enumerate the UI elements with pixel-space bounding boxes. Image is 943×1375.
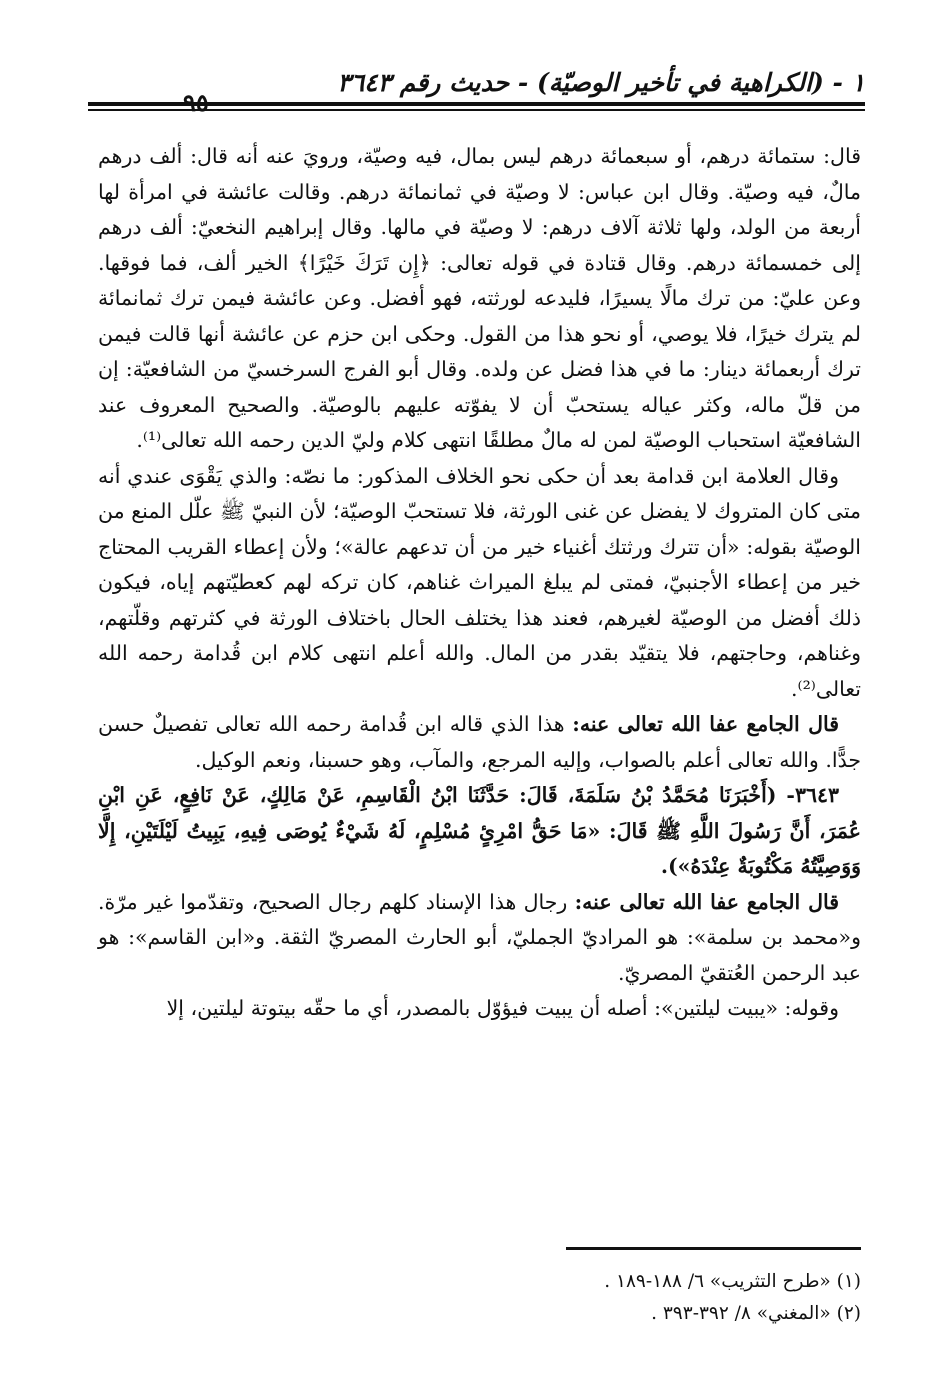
header-title: ١ - (الكراهية في تأخير الوصيّة) - حديث رقم ٣٦٤٣: [337, 68, 865, 97]
jami-label: قال الجامع عفا الله تعالى عنه:: [574, 889, 840, 914]
header-rule-thin: [88, 109, 865, 111]
paragraph-1: قال: ستمائة درهم، أو سبعمائة درهم ليس بمال، فيه وصيّة، ورويَ عنه أنه قال: ألف درهم مالٌ، فيه وصيّة. وقال ابن عباس: لا وصيّة في ثمانمائة درهم. وقالت عائشة في امرأة لها أربعة من الولد، ولها ثلاثة آلاف درهم: لا وصيّة في مالها. وقال إبراهيم النخعيّ: ألف درهم إلى خمسمائة درهم. وقال قتادة في قوله تعالى: ﴿إِن تَرَكَ خَيْرًا﴾ الخير ألف، فما فوقها. وعن عليّ: من ترك مالًا يسيرًا، فليدعه لورثته، فهو أفضل. وعن عائشة فيمن ترك ثمانمائة لم يترك خيرًا، فلا يوصي، أو نحو هذا من القول. وحكى ابن حزم عن عائشة أنها قالت فيمن ترك أربعمائة دينار: ما في هذا فضل عن ولده. وقال أبو الفرج السرخسيّ من الشافعيّة: إن من قلّ ماله، وكثر عياله يستحبّ أن لا يفوّته عليهم بالوصيّة. والصحيح المعروف عند الشافعيّة استحباب الوصيّة لمن له مالٌ مطلقًا انتهى كلام وليّ الدين رحمه الله تعالى⁽¹⁾.: [98, 144, 861, 452]
jami-note-2: [98, 885, 861, 992]
jami-label: قال الجامع عفا الله تعالى عنه:: [572, 712, 840, 736]
footnote-rule: [566, 1247, 861, 1250]
running-header: [88, 60, 865, 120]
paragraph-2: وقال العلامة ابن قدامة بعد أن حكى نحو الخلاف المذكور: ما نصّه: والذي يَقْوَى عندي أنه متى كان المتروك لا يفضل عن غنى الورثة، فلا تستحبّ الوصيّة؛ لأن النبيّ ﷺ علّل المنع من الوصيّة بقوله: «أن تترك ورثتك أغنياء خير من أن تدعهم عالة»؛ ولأن إعطاء القريب المحتاج خير من إعطاء الأجنبيّ، فمتى لم يبلغ الميراث غناهم، كان تركه لهم كعطيّتهم إياه، فيكون ذلك أفضل من الوصيّة لغيرهم، فعند هذا يختلف الحال باختلاف الورثة في كثرتهم وقلّتهم، وغناهم، وحاجتهم، فلا يتقيّد بقدر من المال. والله أعلم انتهى كلام ابن قُدامة رحمه الله تعالى⁽²⁾.: [98, 463, 861, 701]
main-text: [98, 139, 861, 1027]
paragraph-last: وقوله: «يبيت ليلتين»: أصله أن يبيت فيؤوّل بالمصدر، أي ما حقّه بيتوتة ليلتين، إلا: [166, 996, 839, 1020]
footnote-2: (٢) «المغني» ٨/ ٣٩٢-٣٩٣ .: [651, 1303, 861, 1324]
jami-note-1: [98, 707, 861, 778]
footnote-1: (١) «طرح التثريب» ٦/ ١٨٨-١٨٩ .: [604, 1271, 861, 1292]
header-rule-thick: [88, 102, 865, 106]
jami-text: رجال هذا الإسناد كلهم رجال الصحيح، وتقدّموا غير مرّة. و«محمد بن سلمة»: هو المراديّ الجمليّ، أبو الحارث المصريّ الثقة. و«ابن القاسم»: هو عبد الرحمن العُتقيّ المصريّ.: [98, 889, 861, 985]
hadith-text: ٣٦٤٣- (أَخْبَرَنَا مُحَمَّدُ بْنُ سَلَمَةَ، قَالَ: حَدَّثَنَا ابْنُ الْقَاسِمِ، عَنْ مَالِكٍ، عَنْ نَافِعٍ، عَنِ ابْنِ عُمَرَ، أَنَّ رَسُولَ اللَّهِ ﷺ قَالَ: «مَا حَقُّ امْرِئٍ مُسْلِمٍ، لَهُ شَيْءٌ يُوصَى فِيهِ، يَبِيتُ لَيْلَتَيْنِ، إِلَّا وَوَصِيَّتُهُ مَكْتُوبَةٌ عِنْدَهُ»).: [98, 783, 861, 878]
footnotes: [300, 1266, 861, 1330]
jami-text: هذا الذي قاله ابن قُدامة رحمه الله تعالى تفصيلٌ حسن جدًّا. والله تعالى أعلم بالصواب، وإليه المرجع، والمآب، وهو حسبنا، ونعم الوكيل.: [98, 712, 861, 772]
